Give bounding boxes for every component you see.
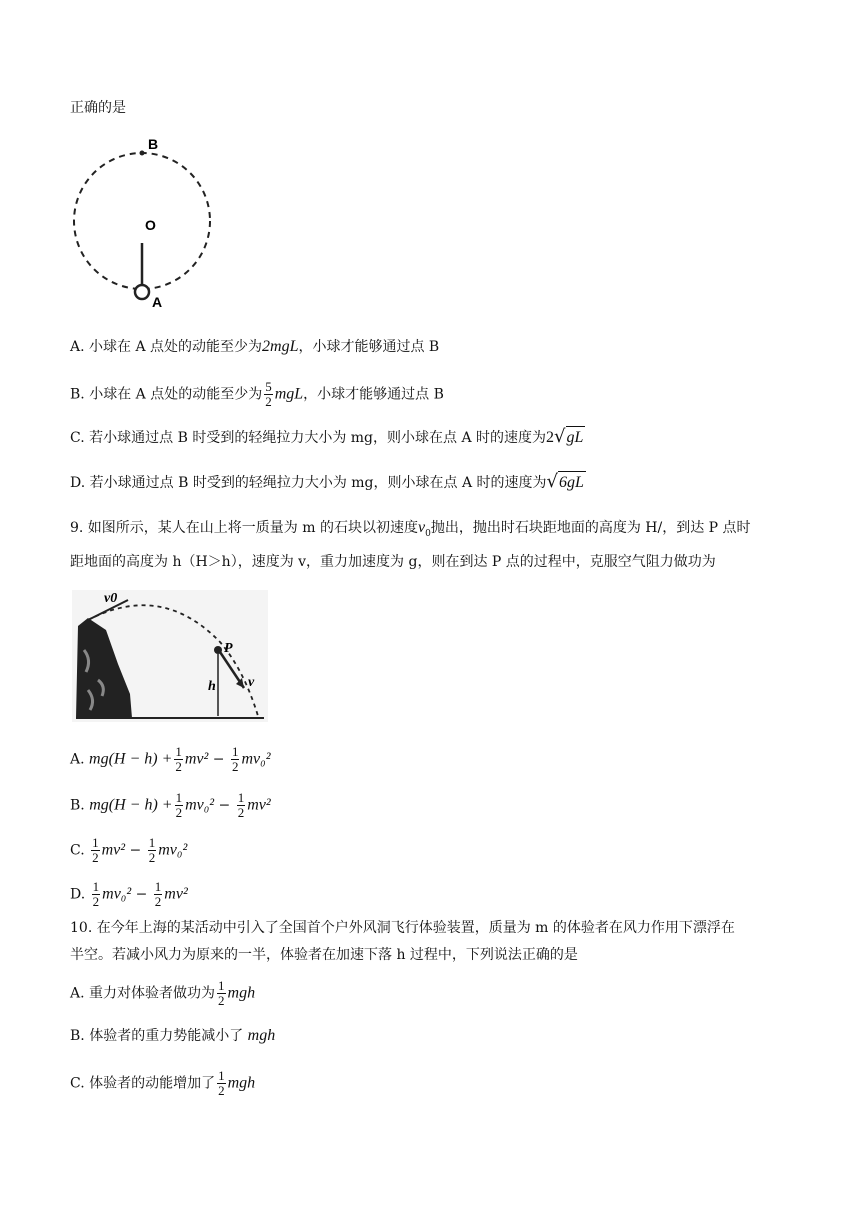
label-p: P [224,641,233,656]
option-text-end: ，小球才能够通过点 B [298,339,440,355]
q9-option-d: D. $\frac{1}{2}$ mv₀² − $\frac{1}{2}$ mv² [70,879,188,909]
option-text: 若小球通过点 B 时受到的轻绳拉力大小为 mg，则小球在点 A 时的速度为 [89,430,547,446]
circle-diagram [68,135,218,315]
option-text: 小球在 A 点处的动能至少为 [89,339,263,355]
ball-circle [135,285,149,299]
option-letter: A. [70,339,85,355]
option-letter: C. [70,430,85,446]
option-letter: D. [70,475,86,491]
q9-stem-line2: 距地面的高度为 h（H＞h），速度为 v，重力加速度为 g，则在到达 P 点的过程中，克服空气阻力做功为 [70,554,716,570]
label-o: O [145,217,156,233]
q9-option-b: B. mg(H − h) + $\frac{1}{2}$ mv₀² − $\frac{1}{2}$ mv² [70,790,271,820]
option-text-end: ，小球才能够通过点 B [303,386,444,403]
option-math: 2mgL [262,338,299,355]
fraction: $\frac{5}{2}$ [265,379,272,409]
q10-option-b: B. 体验者的重力势能减小了 mgh [70,1027,276,1044]
label-a: A [152,294,163,310]
option-text: 若小球通过点 B 时受到的轻绳拉力大小为 mg，则小球在点 A 时的速度为 [89,475,547,491]
option-math: mgL [274,385,304,403]
projectile-diagram [72,590,268,722]
label-b: B [148,136,159,152]
q10-option-a: A. 重力对体验者做功为 $\frac{1}{2}$ mgh [70,978,256,1008]
label-h: h [208,679,216,694]
q10-stem-line1: 10. 在今年上海的某活动中引入了全国首个户外风洞飞行体验装置，质量为 m 的体验者在风力作用下漂浮在 [70,920,735,936]
sqrt-sign: √ [554,426,566,447]
q8-option-a [70,336,439,358]
coef: 2 [546,429,555,446]
label-v: v [248,675,255,690]
label-v0: v0 [104,591,118,606]
radicand: 6gL [559,474,584,491]
point-b-dot [140,151,145,156]
q10-option-c: C. 体验者的动能增加了 $\frac{1}{2}$ mgh [70,1068,256,1098]
question-intro-text: 正确的是 [70,100,126,116]
radicand: gL [566,429,584,446]
q9-option-c: C. $\frac{1}{2}$ mv² − $\frac{1}{2}$ mv₀² [70,835,188,865]
q9-option-a: A. mg(H − h) + $\frac{1}{2}$ mv² − $\frac{1}{2}$ mv₀² [70,744,271,774]
option-letter: B. [70,386,85,403]
q8-option-b [70,380,444,409]
q8-option-c [70,426,585,449]
q9-stem-line1: 9. 如图所示，某人在山上将一质量为 m 的石块以初速度$v_0$抛出，抛出时石块距地面的高度为 H/，到达 P 点时 [70,519,751,539]
q8-option-d [70,471,586,494]
q10-stem-line2: 半空。若减小风力为原来的一半，体验者在加速下落 h 过程中，下列说法正确的是 [70,947,578,963]
sqrt-sign: √ [546,471,559,492]
option-text: 小球在 A 点处的动能至少为 [89,386,263,403]
